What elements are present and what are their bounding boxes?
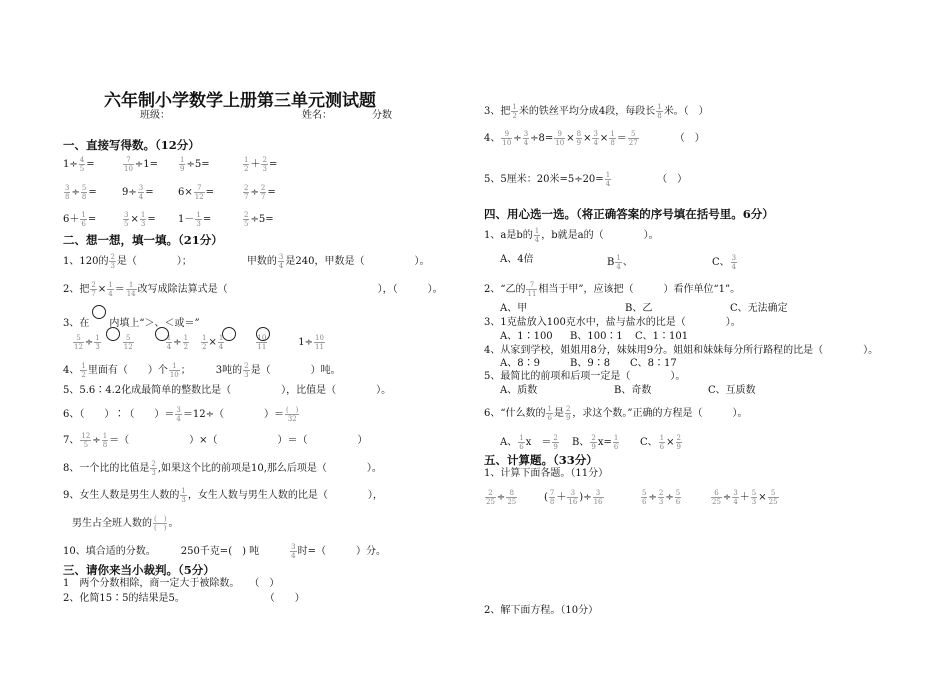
calc-item: 6× $\frac{7}{12}$ = [178, 184, 215, 201]
judge-q1: 1 两个分数相除，商一定大于被除数。 （ ） [63, 578, 280, 589]
page-title: 六年制小学数学上册第三单元测试题 [104, 91, 376, 111]
compare-circle[interactable] [155, 327, 169, 341]
compare-circle[interactable] [222, 327, 236, 341]
choice-q4: 4、从家到学校，姐姐用8分，妹妹用9分。姐姐和妹妹每分所行路程的比是（ ）。 [484, 345, 879, 356]
section-5-heading: 五、计算题。（33分） [484, 453, 598, 467]
calc-item: $\frac{7}{10}$ ÷1= [124, 156, 159, 173]
fill-q6: 6、（ ）∶（ ）＝ $\frac{3}{4}$ ＝12÷（ ）＝ ( ) 32 [63, 406, 299, 423]
choice-q1-b: B $\frac{1}{4}$ 、 [607, 254, 633, 271]
choice-q3-c: C、1∶101 [635, 331, 689, 342]
fill-q8: 8、一个比的比值是 $\frac{2}{3}$ ,如果这个比的前项是10,那么后项是（ ）。 [63, 460, 382, 477]
compare-circle[interactable] [92, 305, 106, 319]
choice-q1: 1、a是b的 $\frac{1}{4}$ ，b就是a的（ ）。 [484, 227, 659, 244]
choice-q5-a: A、质数 [500, 385, 538, 396]
calc-expr-3: $\frac{5}{6}$ ÷ $\frac{2}{3}$ ÷ $\frac{5}{6}$ [642, 489, 681, 506]
fill-q5: 5、5.6∶4.2化成最简单的整数比是（ ），比值是（ ）。 [63, 385, 392, 396]
judge-q5: 5、5厘米：20米=5÷20= $\frac{1}{4}$ （ ） [484, 171, 688, 188]
calc-sub1: 1、计算下面各题。（11分） [484, 468, 609, 479]
calc-expr-2: ( $\frac{7}{8}$ ＋ $\frac{3}{16}$ )÷ $\frac{3}{16}$ [544, 489, 603, 506]
name-label: 姓名： [302, 110, 332, 121]
calc-item: 9÷ $\frac{3}{4}$ = [122, 184, 154, 201]
choice-q4-a: A、8∶9 [500, 358, 540, 369]
compare-circle[interactable] [256, 327, 270, 341]
calc-item: $\frac{2}{7}$ ÷ $\frac{2}{7}$ = [244, 184, 276, 201]
compare-items: $\frac{5}{12}$ ÷ $\frac{1}{3}$ $\frac{5}{12}$ $\frac{1}{4}$ ÷ $\frac{1}{2}$ $\frac{1}{2}$ × $\frac{1}{4}$ $\frac{10}{11}$ 1÷ $\frac{10}{11}$ [74, 334, 324, 351]
judge-q4: 4、 $\frac{9}{10}$ ÷ $\frac{3}{4}$ ÷8= $\frac{9}{10}$ × $\frac{8}{9}$ × $\frac{3}{4}$ × $\frac{1}{8}$ ＝ $\frac{5}{27}$ （ ） [484, 130, 705, 147]
choice-q6: 6、“什么数的 $\frac{1}{6}$ 是 $\frac{2}{9}$ ，求这个数。”正确的方程是（ ）。 [484, 405, 748, 422]
class-label: 班级： [140, 110, 170, 121]
fill-q4: 4、 $\frac{1}{2}$ 里面有（ ）个 $\frac{1}{10}$ ； 3吨的 $\frac{2}{3}$ 是（ ）吨。 [63, 362, 341, 379]
calc-expr-1: $\frac{2}{25}$ ÷ $\frac{8}{25}$ [486, 489, 517, 506]
section-3-heading: 三、请你来当小裁判。（5分） [63, 563, 215, 577]
fill-q3: 3、在 内填上“＞、＜或＝” [63, 318, 200, 329]
fill-q1: 1、120的 $\frac{2}{3}$ 是（ ）； 甲数的 $\frac{3}{4}$ 是240，甲数是（ ）。 [63, 253, 430, 270]
choice-q6-b: B、 $\frac{2}{9}$ x= $\frac{1}{6}$ [572, 434, 619, 451]
choice-q4-c: C、8∶17 [630, 358, 677, 369]
fill-q9b: 男生占全班人数的 ( ) ( ) 。 [72, 515, 179, 532]
calc-item: 1÷ $\frac{4}{5}$ = [63, 156, 95, 173]
choice-q2-b: B、乙 [625, 303, 653, 314]
fill-q10: 10、填合适的分数。 250千克=( ) 吨 $\frac{3}{4}$ 时=（ ）分。 [63, 543, 387, 560]
score-label: 分数 [372, 110, 392, 121]
choice-q5-c: C、互质数 [708, 385, 756, 396]
section-2-heading: 二、想一想，填一填。（21分） [63, 233, 223, 247]
judge-q2: 2、化简15∶5的结果是5。 （ ） [63, 593, 305, 604]
choice-q2: 2、“乙的 $\frac{7}{11}$ 相当于甲”，应该把（ ）看作单位“1”。 [484, 281, 741, 298]
calc-item: $\frac{3}{5}$ × $\frac{1}{3}$ = [124, 211, 156, 228]
judge-q3: 3、把 $\frac{1}{2}$ 米的铁丝平均分成4段，每段长 $\frac{1}{8}$ 米。（ ） [484, 103, 709, 120]
choice-q2-c: C、无法确定 [730, 303, 788, 314]
fill-q2: 2、把 $\frac{2}{7}$ × $\frac{1}{4}$ ＝ $\frac{1}{14}$ 改写成除法算式是（ ），（ ）。 [63, 281, 443, 298]
choice-q3-a: A、1∶100 [500, 331, 553, 342]
section-4-heading: 四、用心选一选。（将正确答案的序号填在括号里。6分） [484, 207, 774, 221]
choice-q4-b: B、9∶8 [570, 358, 611, 369]
fill-q7: 7、 $\frac{12}{5}$ ÷ $\frac{1}{8}$ ＝（ ）×（ ）＝（ ） [63, 432, 368, 449]
choice-q5: 5、最简比的前项和后项一定是（ ）。 [484, 371, 686, 382]
choice-q1-c: C、 $\frac{3}{4}$ [712, 254, 737, 271]
choice-q5-b: B、奇数 [614, 385, 652, 396]
section-1-heading: 一、直接写得数。（12分） [63, 138, 200, 152]
choice-q6-a: A、 $\frac{1}{6}$ x ＝ $\frac{2}{9}$ [500, 434, 558, 451]
compare-circle[interactable] [106, 327, 120, 341]
calc-sub2: 2、解下面方程。（10分） [484, 605, 599, 616]
choice-q1-a: A、4倍 [500, 254, 534, 265]
calc-item: $\frac{1}{2}$ ＋ $\frac{2}{3}$ = [244, 156, 278, 173]
calc-item: $\frac{1}{9}$ ÷5= [180, 156, 210, 173]
choice-q2-a: A、甲 [500, 303, 528, 314]
fill-q9: 9、女生人数是男生人数的 $\frac{1}{3}$ ，女生人数与男生人数的比是（ ）， [63, 487, 383, 504]
calc-item: 1－ $\frac{1}{3}$ = [178, 211, 212, 228]
choice-q6-c: C、 $\frac{1}{6}$ × $\frac{2}{9}$ [640, 434, 681, 451]
choice-q3: 3、1克盐放入100克水中，盐与盐水的比是（ ）。 [484, 317, 741, 328]
calc-item: $\frac{2}{5}$ ÷5= [244, 211, 274, 228]
calc-item: $\frac{3}{8}$ ÷ $\frac{5}{8}$ = [65, 184, 97, 201]
calc-expr-4: $\frac{6}{25}$ ÷ $\frac{3}{4}$ ＋ $\frac{5}{3}$ × $\frac{5}{25}$ [712, 489, 778, 506]
calc-item: 6＋ $\frac{1}{6}$ = [63, 211, 97, 228]
choice-q3-b: B、100∶1 [570, 331, 623, 342]
